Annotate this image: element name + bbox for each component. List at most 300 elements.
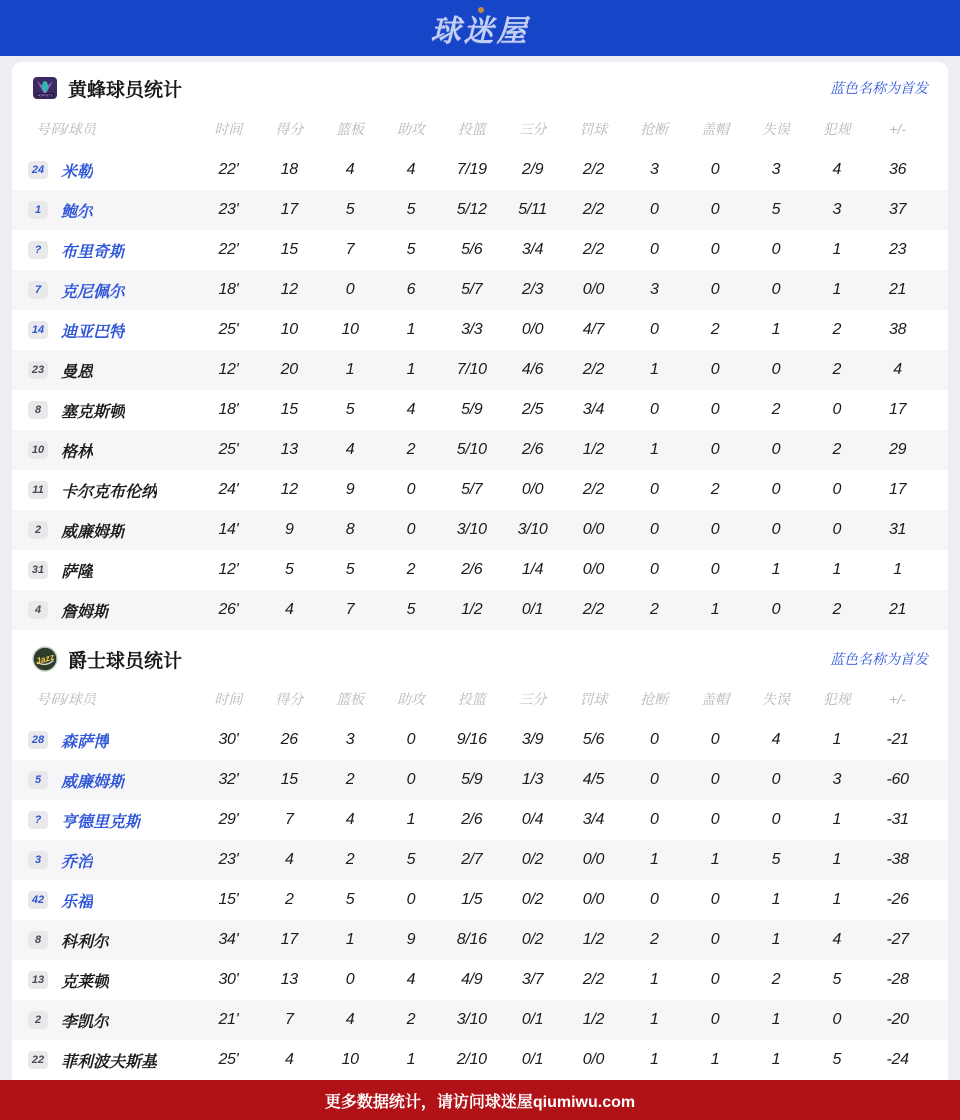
site-logo <box>431 6 530 50</box>
stat-cell: 7/19 <box>456 161 487 178</box>
stat-cell: 0 <box>649 731 659 748</box>
stat-cell: 0 <box>406 731 416 748</box>
stat-cell: 0 <box>345 971 355 988</box>
stat-cell: 0 <box>771 771 781 788</box>
player-number-badge: 24 <box>28 161 48 179</box>
stat-cell: 1 <box>649 971 659 988</box>
stat-cell: 0/0 <box>582 561 605 578</box>
column-header: 投篮 <box>457 121 486 137</box>
stat-cell: 26' <box>218 601 239 618</box>
player-cell <box>28 929 198 952</box>
stat-cell: 1/2 <box>582 441 605 458</box>
stat-cell: 31 <box>888 521 907 538</box>
player-cell <box>28 519 198 542</box>
column-header: 得分 <box>275 691 304 707</box>
stat-cell: 3/10 <box>456 1011 487 1028</box>
stat-cell: 10 <box>341 1051 359 1068</box>
stat-cell: 3/7 <box>521 971 544 988</box>
jazz-column-header-row <box>12 678 948 720</box>
player-number-badge: 2 <box>28 521 48 539</box>
stat-cell: 0 <box>649 521 659 538</box>
stat-cell: 2/2 <box>582 201 605 218</box>
column-header: 抢断 <box>640 691 669 707</box>
stat-cell: 14' <box>218 521 239 538</box>
stat-cell: 1 <box>649 1011 659 1028</box>
player-name: 卡尔克布伦纳 <box>61 483 158 501</box>
player-name: 鲍尔 <box>61 203 94 221</box>
jazz-table-body <box>12 720 948 1080</box>
stat-cell: 17 <box>888 481 907 498</box>
stat-cell: 17 <box>280 201 298 218</box>
stat-cell: 38 <box>888 321 907 338</box>
stat-cell: 4 <box>406 401 416 418</box>
table-row <box>12 590 948 630</box>
stat-cell: 9 <box>284 521 294 538</box>
stat-cell: 1/3 <box>521 771 544 788</box>
svg-text:Jazz: Jazz <box>34 651 56 667</box>
player-name: 塞克斯顿 <box>61 403 126 421</box>
stat-cell: 1 <box>832 851 842 868</box>
stat-cell: 25' <box>218 1051 239 1068</box>
stat-cell: 0/0 <box>521 321 544 338</box>
player-cell <box>28 239 198 262</box>
stat-cell: 1 <box>345 931 355 948</box>
stat-cell: 0 <box>345 281 355 298</box>
player-cell <box>28 729 198 752</box>
stat-cell: 4 <box>345 811 355 828</box>
stat-cell: 8 <box>345 521 355 538</box>
stat-cell: 12 <box>280 481 298 498</box>
stat-cell: 2 <box>832 361 842 378</box>
stat-cell: 3/10 <box>456 521 487 538</box>
stat-cell: 5 <box>832 971 842 988</box>
stat-cell: 1 <box>406 321 416 338</box>
stat-cell: 5 <box>345 401 355 418</box>
stat-cell: 9 <box>345 481 355 498</box>
table-row <box>12 1000 948 1040</box>
stat-cell: 5/11 <box>518 201 547 218</box>
table-row <box>12 720 948 760</box>
player-name: 科利尔 <box>61 933 110 951</box>
player-name: 格林 <box>61 443 94 461</box>
player-name: 迪亚巴特 <box>61 323 126 341</box>
stat-cell: 0 <box>710 1011 720 1028</box>
column-header: 篮板 <box>336 691 365 707</box>
stat-cell: 21' <box>218 1011 239 1028</box>
stat-cell: 3/3 <box>461 321 483 338</box>
footer-promo-text: 更多数据统计，请访问球迷屋qiumiwu.com <box>324 1093 636 1111</box>
stat-cell: 23 <box>888 241 907 258</box>
team-section-hornets <box>12 62 948 630</box>
player-cell <box>28 319 198 342</box>
stat-cell: 2 <box>649 601 659 618</box>
stat-cell: 2/3 <box>521 281 544 298</box>
stat-cell: 36 <box>888 161 907 178</box>
stat-cell: 3 <box>771 161 781 178</box>
player-number-badge: 28 <box>28 731 48 749</box>
svg-text:HORNETS: HORNETS <box>37 93 53 98</box>
stat-cell: 1 <box>771 1051 781 1068</box>
column-header: 号码/球员 <box>36 691 96 707</box>
starter-legend: 蓝色名称为首发 <box>830 651 928 667</box>
stat-cell: 1 <box>406 1051 416 1068</box>
player-number-badge: 13 <box>28 971 48 989</box>
stat-cell: 5 <box>284 561 294 578</box>
stat-cell: 1 <box>832 731 842 748</box>
hornets-logo-icon <box>32 75 58 101</box>
stat-cell: 1/2 <box>461 601 483 618</box>
stat-cell: 2 <box>771 401 781 418</box>
stat-cell: 18' <box>218 281 239 298</box>
stat-cell: 5 <box>345 561 355 578</box>
stat-cell: 15' <box>218 891 239 908</box>
stat-cell: 32' <box>218 771 239 788</box>
stat-cell: 5 <box>771 851 781 868</box>
player-name: 詹姆斯 <box>61 603 110 621</box>
stat-cell: 1/2 <box>582 931 605 948</box>
column-header: 时间 <box>214 691 243 707</box>
stat-cell: 0 <box>771 441 781 458</box>
stat-cell: 2/10 <box>456 1051 487 1068</box>
stat-cell: 7 <box>284 811 294 828</box>
stat-cell: 29 <box>888 441 907 458</box>
stat-cell: 5/12 <box>456 201 487 218</box>
stat-cell: 0/1 <box>521 1011 544 1028</box>
column-header: 三分 <box>518 691 547 707</box>
stat-cell: 2 <box>710 321 720 338</box>
stat-cell: 0 <box>710 931 720 948</box>
stat-cell: 3 <box>832 201 842 218</box>
stat-cell: 1 <box>710 851 720 868</box>
player-name: 乐福 <box>61 893 94 911</box>
player-name: 森萨博 <box>61 733 110 751</box>
player-number-badge: 7 <box>28 281 48 299</box>
column-header: 投篮 <box>457 691 486 707</box>
player-name: 李凯尔 <box>61 1013 110 1031</box>
stat-cell: -28 <box>886 971 909 988</box>
column-header: 失误 <box>761 691 790 707</box>
stat-cell: 3 <box>832 771 842 788</box>
stat-cell: 0 <box>771 521 781 538</box>
stat-cell: 5 <box>832 1051 842 1068</box>
hornets-section-head <box>12 62 948 108</box>
player-number-badge: 4 <box>28 601 48 619</box>
stat-cell: 1 <box>710 1051 720 1068</box>
table-row <box>12 190 948 230</box>
stat-cell: 5 <box>345 891 355 908</box>
stat-cell: 5 <box>406 201 416 218</box>
player-cell <box>28 1049 198 1072</box>
table-row <box>12 390 948 430</box>
player-number-badge: ? <box>28 241 48 259</box>
table-row <box>12 350 948 390</box>
stat-cell: 0/2 <box>521 851 544 868</box>
table-row <box>12 550 948 590</box>
stat-cell: 0 <box>832 481 842 498</box>
stat-cell: 3/4 <box>582 811 605 828</box>
stat-cell: 2 <box>345 771 355 788</box>
stat-cell: 1 <box>832 891 842 908</box>
player-cell <box>28 399 198 422</box>
stat-cell: 29' <box>218 811 239 828</box>
stat-cell: 3/4 <box>582 401 605 418</box>
column-header: 犯规 <box>822 691 851 707</box>
stat-cell: 2/6 <box>521 441 544 458</box>
stat-cell: 0/0 <box>582 521 605 538</box>
stat-cell: 1 <box>832 281 842 298</box>
stat-cell: 3/9 <box>521 731 544 748</box>
stat-cell: 2 <box>406 561 416 578</box>
stat-cell: 5/7 <box>461 481 483 498</box>
stat-cell: 4 <box>832 161 842 178</box>
stat-cell: 3 <box>649 161 659 178</box>
player-cell <box>28 889 198 912</box>
stat-cell: 30' <box>218 731 239 748</box>
stat-cell: 0 <box>649 321 659 338</box>
stat-cell: 1 <box>710 601 720 618</box>
stat-cell: 2 <box>649 931 659 948</box>
stat-cell: 9/16 <box>456 731 487 748</box>
stat-cell: 1/4 <box>521 561 544 578</box>
stat-cell: 34' <box>218 931 239 948</box>
player-number-badge: 1 <box>28 201 48 219</box>
stat-cell: 2/2 <box>582 361 605 378</box>
stat-cell: 3/4 <box>521 241 544 258</box>
stat-cell: 5 <box>345 201 355 218</box>
player-name: 亨德里克斯 <box>61 813 142 831</box>
player-number-badge: 31 <box>28 561 48 579</box>
stat-cell: 2/6 <box>461 561 483 578</box>
table-row <box>12 510 948 550</box>
stat-cell: 1 <box>832 561 842 578</box>
stat-cell: -60 <box>886 771 909 788</box>
stat-cell: 2 <box>406 441 416 458</box>
stat-cell: 5/9 <box>461 401 483 418</box>
stat-cell: 2 <box>345 851 355 868</box>
column-header: 号码/球员 <box>36 121 96 137</box>
stat-cell: 0 <box>406 771 416 788</box>
stat-cell: 0 <box>710 281 720 298</box>
stat-cell: 2/2 <box>582 161 605 178</box>
starter-legend: 蓝色名称为首发 <box>830 80 928 96</box>
table-row <box>12 840 948 880</box>
stat-cell: 15 <box>280 401 298 418</box>
stat-cell: -31 <box>886 811 909 828</box>
player-name: 米勒 <box>61 163 94 181</box>
stat-cell: 2 <box>832 321 842 338</box>
stat-cell: 0 <box>710 241 720 258</box>
stat-cell: 0 <box>771 281 781 298</box>
hornets-table-title: 黄蜂球员统计 <box>68 79 183 101</box>
table-row <box>12 150 948 190</box>
stat-cell: 30' <box>218 971 239 988</box>
jazz-section-head <box>12 630 948 678</box>
player-cell <box>28 809 198 832</box>
player-name: 布里奇斯 <box>61 243 126 261</box>
stat-cell: 3 <box>345 731 355 748</box>
stat-cell: 1 <box>649 441 659 458</box>
stat-cell: 1 <box>406 361 416 378</box>
stat-cell: 18 <box>280 161 298 178</box>
column-header: 篮板 <box>336 121 365 137</box>
stat-cell: 1 <box>406 811 416 828</box>
column-header: 得分 <box>275 121 304 137</box>
stat-cell: 7 <box>345 241 355 258</box>
player-number-badge: ? <box>28 811 48 829</box>
stat-cell: -21 <box>886 731 909 748</box>
player-number-badge: 11 <box>28 481 48 499</box>
stat-cell: 0/0 <box>521 481 544 498</box>
stat-cell: -26 <box>886 891 909 908</box>
stat-cell: 0 <box>771 481 781 498</box>
player-number-badge: 23 <box>28 361 48 379</box>
stat-cell: 17 <box>888 401 907 418</box>
player-cell <box>28 769 198 792</box>
player-cell <box>28 279 198 302</box>
stat-cell: 5 <box>771 201 781 218</box>
stat-cell: 13 <box>280 971 298 988</box>
column-header: 助攻 <box>396 121 425 137</box>
stat-cell: 8/16 <box>456 931 487 948</box>
stat-cell: 1 <box>649 851 659 868</box>
stat-cell: 0 <box>649 201 659 218</box>
hornets-table-body <box>12 150 948 630</box>
stat-cell: 0/0 <box>582 891 605 908</box>
table-row <box>12 1040 948 1080</box>
stats-card <box>12 62 948 1080</box>
stat-cell: 1 <box>832 811 842 828</box>
site-header <box>0 0 960 56</box>
stat-cell: 37 <box>888 201 907 218</box>
stat-cell: 15 <box>280 241 298 258</box>
stat-cell: 0 <box>649 401 659 418</box>
stat-cell: 1 <box>832 241 842 258</box>
stat-cell: -38 <box>886 851 909 868</box>
column-header: 罚球 <box>579 691 608 707</box>
stat-cell: 4 <box>284 601 294 618</box>
stat-cell: 0 <box>710 201 720 218</box>
stat-cell: 0/0 <box>582 1051 605 1068</box>
stat-cell: 0 <box>710 401 720 418</box>
stat-cell: 15 <box>280 771 298 788</box>
stat-cell: 12' <box>218 561 239 578</box>
stat-cell: 7 <box>345 601 355 618</box>
stat-cell: -24 <box>886 1051 909 1068</box>
player-cell <box>28 559 198 582</box>
stat-cell: 0 <box>710 161 720 178</box>
stat-cell: -27 <box>886 931 909 948</box>
stat-cell: 4 <box>345 1011 355 1028</box>
stat-cell: 0 <box>649 811 659 828</box>
stat-cell: 10 <box>280 321 298 338</box>
stat-cell: 20 <box>280 361 298 378</box>
column-header: 罚球 <box>579 121 608 137</box>
stat-cell: 1/2 <box>582 1011 605 1028</box>
stat-cell: 5 <box>406 851 416 868</box>
column-header: 盖帽 <box>701 691 730 707</box>
stat-cell: 0 <box>406 521 416 538</box>
stat-cell: 0 <box>710 731 720 748</box>
stat-cell: 12' <box>218 361 239 378</box>
player-name: 克尼佩尔 <box>61 283 126 301</box>
stat-cell: 2/9 <box>521 161 544 178</box>
stat-cell: 0 <box>832 1011 842 1028</box>
stat-cell: 2 <box>832 601 842 618</box>
stat-cell: 0/0 <box>582 281 605 298</box>
stat-cell: 4/6 <box>521 361 544 378</box>
stat-cell: 13 <box>280 441 298 458</box>
player-cell <box>28 969 198 992</box>
player-number-badge: 8 <box>28 401 48 419</box>
player-number-badge: 10 <box>28 441 48 459</box>
stat-cell: 0 <box>771 601 781 618</box>
stat-cell: 0/1 <box>521 1051 544 1068</box>
stat-cell: 23' <box>218 201 239 218</box>
stat-cell: 2/5 <box>521 401 544 418</box>
stat-cell: 4 <box>832 931 842 948</box>
column-header: 助攻 <box>396 691 425 707</box>
stat-cell: 0/1 <box>521 601 544 618</box>
player-name: 威廉姆斯 <box>61 773 126 791</box>
stat-cell: 2/2 <box>582 481 605 498</box>
stat-cell: 17 <box>280 931 298 948</box>
stat-cell: 7 <box>284 1011 294 1028</box>
stat-cell: 4/9 <box>461 971 483 988</box>
player-cell <box>28 849 198 872</box>
stat-cell: 4 <box>893 361 902 378</box>
stat-cell: 3 <box>649 281 659 298</box>
stat-cell: 10 <box>341 321 359 338</box>
team-section-jazz <box>12 630 948 1080</box>
stat-cell: 22' <box>218 241 239 258</box>
table-row <box>12 430 948 470</box>
player-cell <box>28 439 198 462</box>
stat-cell: 4 <box>284 1051 294 1068</box>
stat-cell: 4 <box>345 161 355 178</box>
stat-cell: 2/7 <box>461 851 483 868</box>
stat-cell: 1 <box>771 321 781 338</box>
player-name: 菲利波夫斯基 <box>61 1053 158 1071</box>
stat-cell: 4 <box>345 441 355 458</box>
stat-cell: 0 <box>710 771 720 788</box>
stat-cell: -20 <box>886 1011 909 1028</box>
stat-cell: 0 <box>832 401 842 418</box>
stat-cell: 0 <box>649 241 659 258</box>
table-row <box>12 310 948 350</box>
player-number-badge: 8 <box>28 931 48 949</box>
stat-cell: 1 <box>771 891 781 908</box>
table-row <box>12 760 948 800</box>
stat-cell: 24' <box>218 481 239 498</box>
stat-cell: 5/7 <box>461 281 483 298</box>
stat-cell: 1 <box>345 361 355 378</box>
column-header: 犯规 <box>822 121 851 137</box>
player-cell <box>28 479 198 502</box>
stat-cell: 0 <box>832 521 842 538</box>
table-row <box>12 230 948 270</box>
stat-cell: 0/4 <box>521 811 544 828</box>
table-row <box>12 920 948 960</box>
stat-cell: 7/10 <box>456 361 487 378</box>
player-name: 曼恩 <box>61 363 94 381</box>
stat-cell: 12 <box>280 281 298 298</box>
stat-cell: 0 <box>710 521 720 538</box>
table-row <box>12 960 948 1000</box>
stat-cell: 0 <box>710 361 720 378</box>
stat-cell: 5 <box>406 241 416 258</box>
stat-cell: 0 <box>771 241 781 258</box>
table-row <box>12 800 948 840</box>
